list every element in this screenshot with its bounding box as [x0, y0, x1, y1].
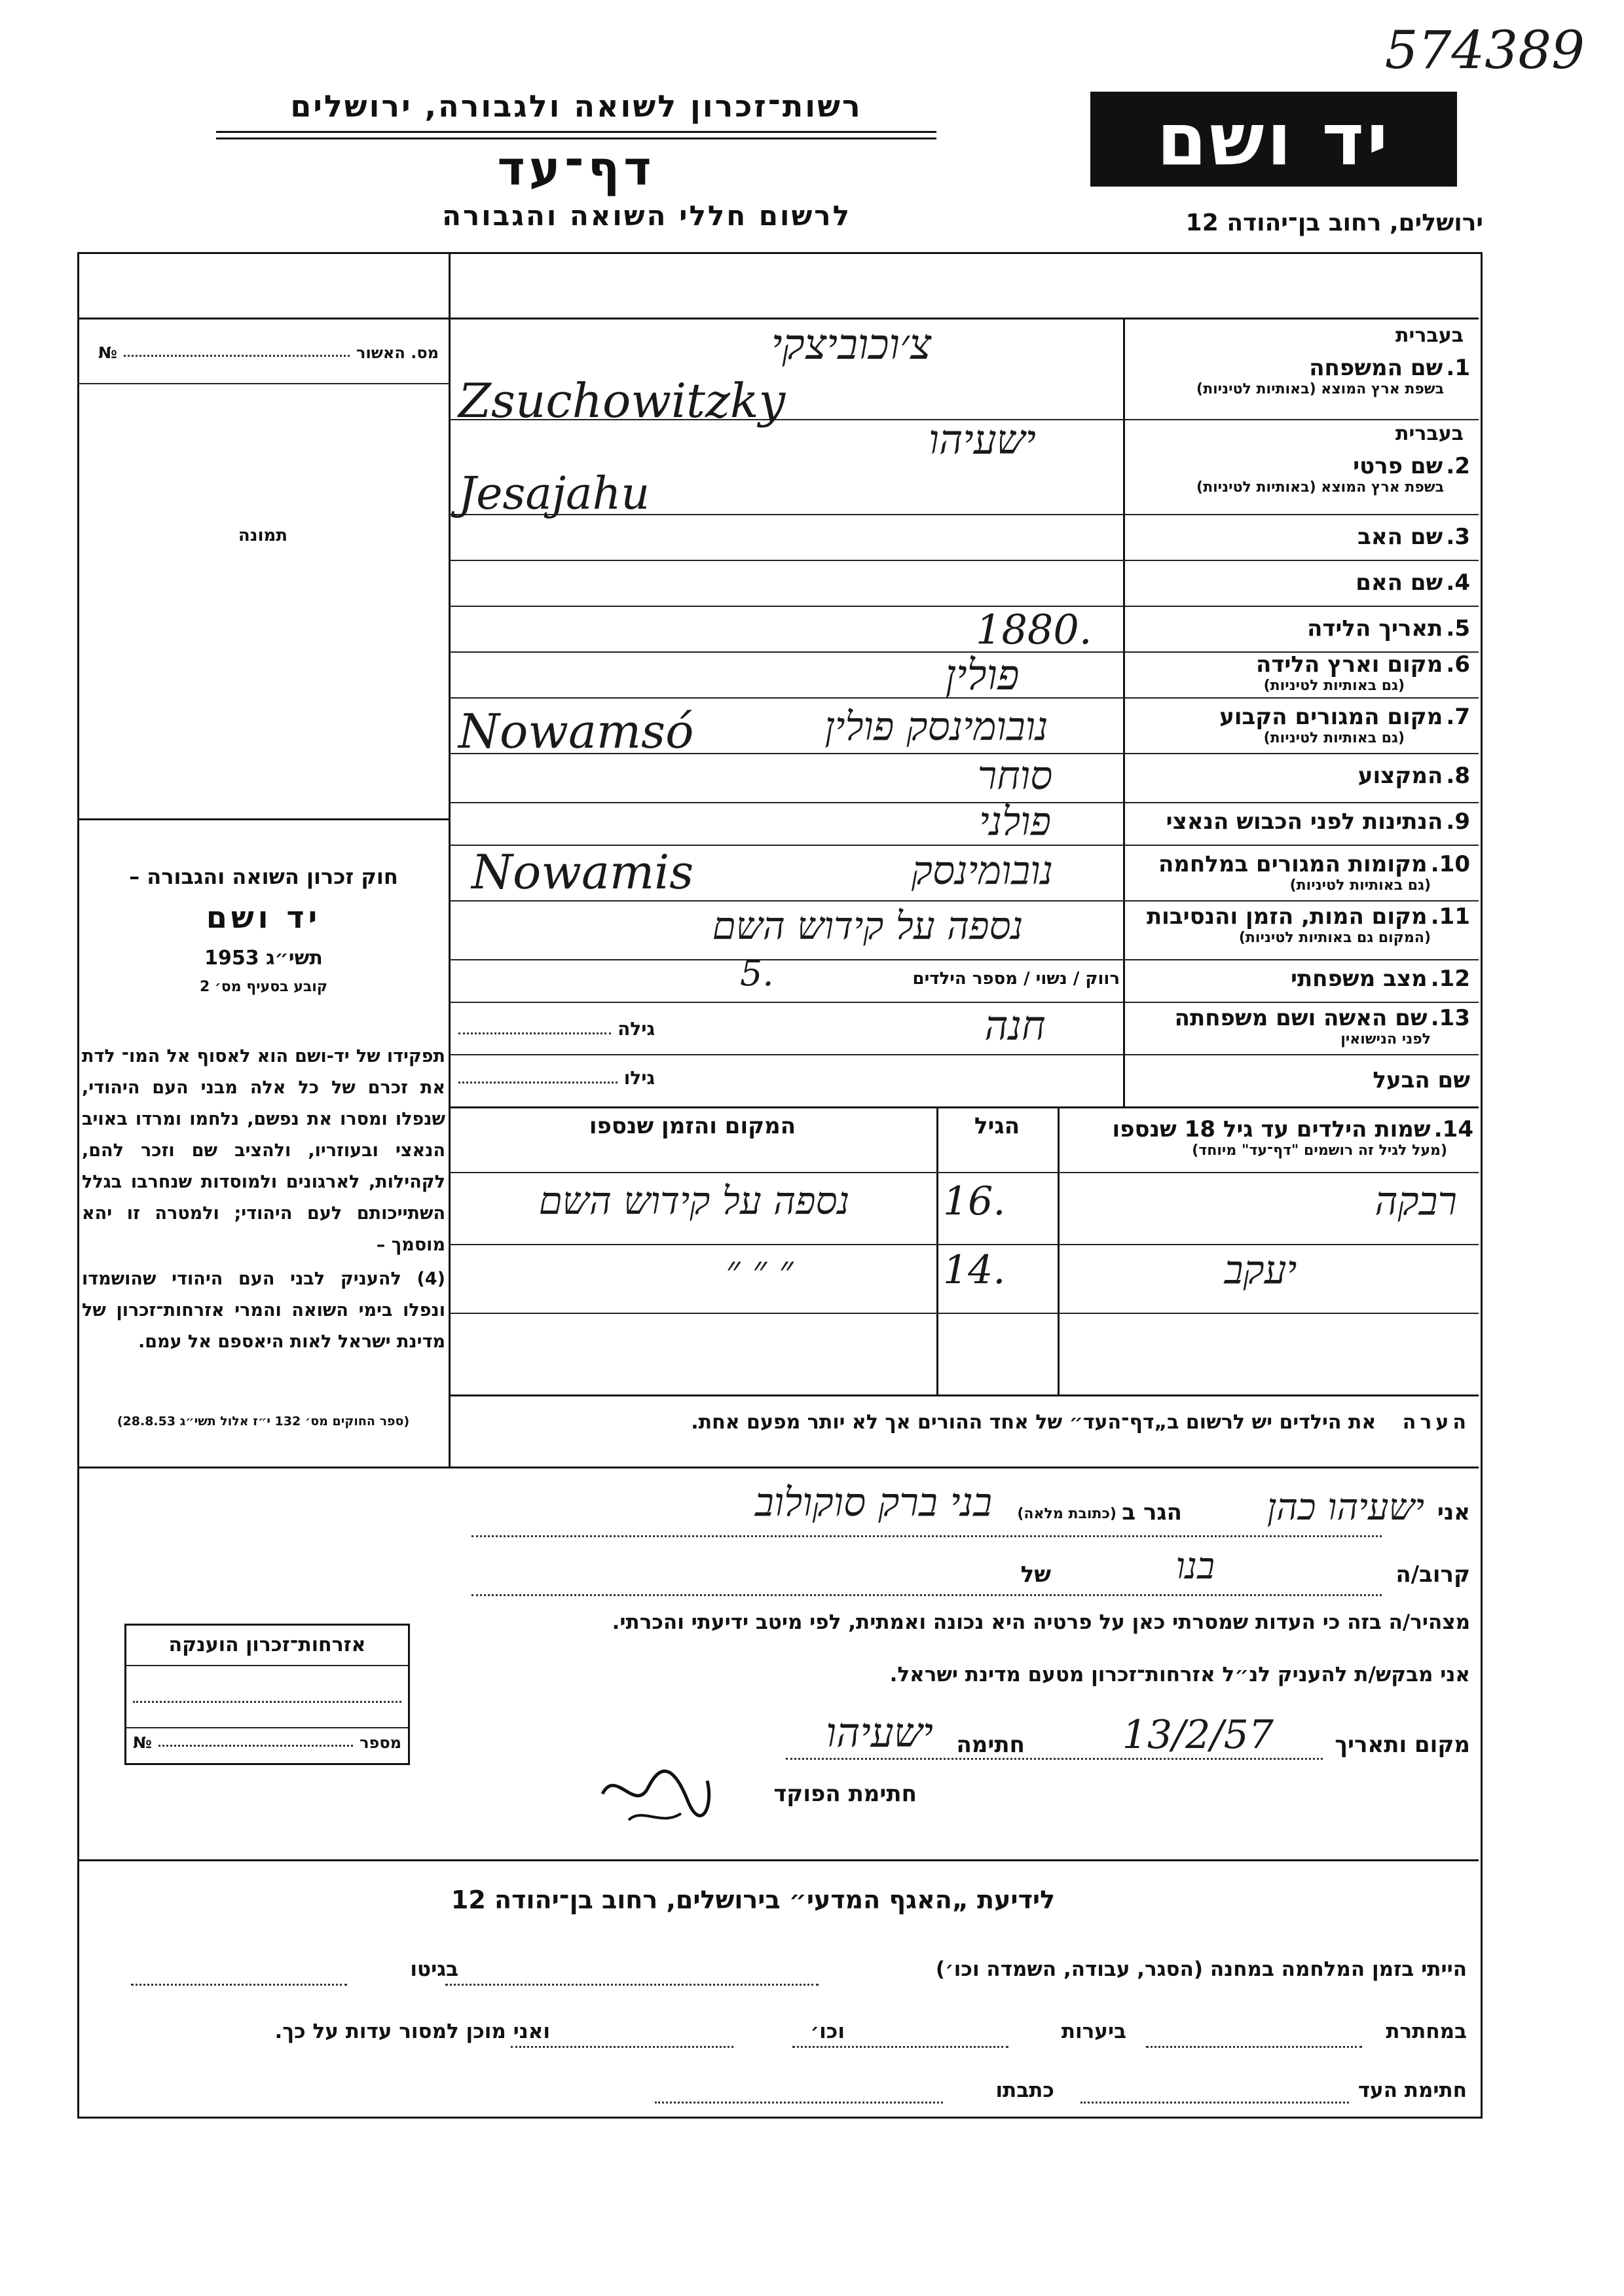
form-subtitle: לרשום חללי השואה והגבורה — [442, 200, 851, 232]
field-note: לפני הנישואין — [1340, 1031, 1431, 1048]
approval-no-symbol: № — [98, 344, 117, 362]
number-no-symbol: № — [133, 1734, 152, 1752]
family-name-latin[interactable]: Zsuchowitzky — [458, 373, 786, 428]
child-place[interactable]: ״ ״ ״ — [726, 1247, 794, 1292]
field-number: 8. — [1446, 763, 1470, 789]
header-address: ירושלים, רחוב בן־יהודה 12 — [1185, 210, 1483, 236]
ready-label: ואני מוכן למסור עדות על כך. — [274, 2020, 550, 2043]
profession-value[interactable]: סוחר — [977, 753, 1053, 799]
witness-signature-label: חתימת העד — [1357, 2079, 1467, 2102]
children-note: (מעל לגיל זה רושמים "דף־עד" מיוחד) — [1192, 1142, 1447, 1159]
child-age[interactable]: 14. — [943, 1247, 1006, 1293]
law-text: תפקידו של יד-ושם הוא לאסוף אל המו־ לדת את זכרם של כל אלה מבני העם היהודי, שנפלו ומסרו את נפשם, נלחמו ומרדו באויב הנאצי ובעוזריו, ולהציב שם וזכר להם, לקהילות, לארגונים ולמוסדות שנחרבו בגלל השתייכותם לעם היהודי; ולמטרה זו יהא מוסמך – — [82, 1046, 445, 1255]
field-label: שם פרטי — [1353, 453, 1443, 479]
field-number: 1. — [1446, 355, 1470, 381]
field-number: 5. — [1446, 615, 1470, 642]
field-residence — [1130, 704, 1470, 746]
approval-label: מס. האשור — [356, 344, 439, 362]
children-label: שמות הילדים עד גיל 18 שנספו — [1112, 1116, 1431, 1142]
citizenship-box-title: אזרחות־זכרון הוענקה — [168, 1633, 366, 1656]
record-number: 574389 — [1384, 20, 1585, 81]
field-father-name — [1130, 524, 1470, 550]
field-note: (גם באותיות לטיניות) — [1263, 678, 1405, 694]
field-label: מקום המגורים הקבוע — [1219, 704, 1443, 730]
field-label: מצב משפחתי — [1290, 966, 1428, 992]
field-number: 13. — [1430, 1005, 1470, 1031]
field-mother-name — [1130, 570, 1470, 596]
photo-placeholder — [77, 385, 449, 817]
citizenship-granted-box — [124, 1624, 410, 1765]
hebrew-tag: בעברית — [1395, 324, 1464, 347]
etc-label: וכו׳ — [810, 2020, 845, 2043]
remark — [458, 1411, 1470, 1434]
field-citizenship — [1130, 809, 1470, 835]
birth-date-value[interactable]: 1880. — [976, 606, 1092, 653]
field-label: מקום המות, הזמן והנסיבות — [1146, 903, 1428, 930]
law-name: יד ושם — [206, 900, 322, 935]
law-clause: קובע בסעיף מס׳ 2 — [199, 979, 328, 995]
yad-vashem-logo — [1090, 92, 1457, 187]
ghetto-label: בגיטו — [410, 1958, 458, 1981]
field-number: 7. — [1446, 704, 1470, 730]
field-label: שם האשה ושם משפחתה — [1174, 1005, 1428, 1031]
field-label: תאריך הלידה — [1307, 615, 1443, 642]
field-label: המקצוע — [1357, 763, 1443, 789]
death-place-value[interactable]: נספה על קידוש השם — [712, 903, 1024, 948]
official-signature-label: חתימת הפוקד — [773, 1781, 917, 1807]
children-col-age: הגיל — [974, 1113, 1020, 1139]
law-text-clause-4: (4) להעניק לבני העם היהודי שהושמדו ונפלו בימי השואה והמרי אזרחות־זכרון של מדינת ישראל לאות היאספם אל עמם. — [82, 1269, 445, 1352]
field-label: שם האם — [1356, 570, 1443, 596]
remark-label: הערה — [1402, 1411, 1470, 1434]
field-label: שם הבעל — [1373, 1067, 1470, 1093]
field-number: 10. — [1430, 851, 1470, 877]
field-number: 4. — [1446, 570, 1470, 596]
field-note: בשפת ארץ המוצא (באותיות לטיניות) — [1196, 479, 1444, 496]
field-number: 2. — [1446, 453, 1470, 479]
declaration-text: מצהיר/ה בזה כי העדות שמסרתי כאן על פרטיה היא נכונה ואמתית, לפי מיטב ידיעתי והכרתי. — [612, 1611, 1470, 1634]
field-label: מקומות המגורים במלחמה — [1158, 851, 1428, 877]
declaration-date[interactable]: 13/2/57 — [1122, 1712, 1274, 1758]
authority-name: רשות־זכרון לשואה ולגבורה, ירושלים — [290, 88, 862, 124]
residing-label: הגר ב — [1122, 1499, 1182, 1525]
child-name[interactable]: יעקב — [1224, 1247, 1297, 1293]
law-source: (ספר החוקים מס׳ 132 י״ז אלול תשי״ג 28.8.53) — [117, 1414, 410, 1429]
field-note: בשפת ארץ המוצא (באותיות לטיניות) — [1196, 381, 1444, 397]
law-year: תשי״ג 1953 — [204, 947, 323, 970]
of-label: של — [1020, 1561, 1051, 1588]
field-note: (גם באותיות לטיניות) — [1263, 730, 1405, 746]
husband-age-label: גילו — [623, 1067, 655, 1089]
underground-label: במחתרת — [1386, 2020, 1467, 2043]
hebrew-tag: בעברית — [1395, 422, 1464, 445]
marital-status-options: רווק / נשוי / מספר הילדים — [912, 969, 1120, 989]
form-title: דף־עד — [497, 141, 655, 196]
field-birth-place — [1130, 651, 1470, 694]
witness-address-label: כתבתו — [995, 2079, 1054, 2102]
residence-latin[interactable]: Nowamsó — [458, 704, 694, 759]
child-place[interactable]: נספה על קידוש השם — [538, 1178, 850, 1223]
address-note: (כתובת מלאה) — [1017, 1506, 1116, 1522]
field-note: (גם באותיות לטיניות) — [1289, 877, 1431, 894]
field-birth-date — [1130, 615, 1470, 642]
children-header — [1064, 1116, 1473, 1159]
field-number: 12. — [1430, 966, 1470, 992]
field-label: שם המשפחה — [1309, 355, 1443, 381]
birth-place-value[interactable]: פולין — [945, 651, 1020, 700]
declarant-name[interactable]: ישעיהו כהן — [1266, 1486, 1424, 1529]
first-name-hebrew[interactable]: ישעיהו — [929, 416, 1036, 464]
field-note: (המקום גם באותיות לטיניות) — [1238, 930, 1431, 946]
field-label: שם האב — [1357, 524, 1443, 550]
first-name-latin[interactable]: Jesajahu — [458, 468, 650, 520]
family-name-hebrew[interactable]: צ׳וכוביצקי — [771, 321, 932, 369]
field-wartime-residence — [1130, 851, 1470, 894]
field-label: הנתינות לפני הכבוש הנאצי — [1166, 809, 1443, 835]
children-col-place: המקום והזמן שנספו — [589, 1113, 796, 1139]
field-number: 11. — [1430, 903, 1470, 930]
wife-age — [458, 1018, 655, 1040]
child-name[interactable]: רבקה — [1375, 1178, 1457, 1224]
approval-number — [98, 344, 439, 362]
footer-title: לידיעת „האגף המדעי״ בירושלים, רחוב בן־יהודה 12 — [451, 1886, 1056, 1914]
forests-label: ביערות — [1061, 2020, 1126, 2043]
i-am-label: אני — [1437, 1499, 1470, 1525]
number-label: מספר — [360, 1734, 401, 1752]
declarant-signature[interactable]: ישעיהו — [826, 1709, 933, 1757]
remark-text: את הילדים יש לרשום ב„דף־העד״ של אחד ההורים אך לא יותר מפעם אחת. — [691, 1411, 1376, 1434]
declarant-line-1 — [458, 1480, 1470, 1539]
official-signature-scribble — [589, 1755, 720, 1833]
logo-text: יד ושם — [1156, 97, 1391, 181]
relation-value[interactable]: בנו — [1175, 1545, 1215, 1588]
wartime-residence-value[interactable]: נובומינסק — [911, 848, 1054, 894]
children-count-value[interactable]: 5. — [740, 953, 774, 994]
field-marital-status — [1130, 966, 1470, 992]
camp-label: הייתי בזמן המלחמה במחנה (הסגר, עבודה, השמדה וכו׳) — [935, 1958, 1467, 1981]
declarant-line-2 — [458, 1545, 1470, 1597]
field-husband-name — [1130, 1067, 1470, 1093]
citizenship-number — [133, 1734, 401, 1752]
relative-label: קרוב/ה — [1395, 1561, 1470, 1588]
field-number: 6. — [1446, 651, 1470, 678]
child-age[interactable]: 16. — [943, 1178, 1006, 1224]
residence-value[interactable]: נובומינסק פולין — [824, 704, 1048, 750]
field-wife-name — [1130, 1005, 1470, 1048]
field-number: 14. — [1433, 1116, 1473, 1142]
husband-age — [458, 1067, 655, 1089]
citizenship-request: אני מבקש/ת להעניק לנ״ל אזרחות־זכרון מטעם מדינת ישראל. — [889, 1663, 1470, 1686]
field-number: 9. — [1446, 809, 1470, 835]
field-family-name — [1130, 324, 1470, 397]
field-death-place — [1130, 903, 1470, 946]
photo-label: תמונה — [238, 526, 288, 545]
law-block — [82, 864, 445, 995]
field-number: 3. — [1446, 524, 1470, 550]
field-label: מקום וארץ הלידה — [1255, 651, 1443, 678]
footer-witness-line — [92, 2072, 1467, 2111]
wife-age-label: גילה — [618, 1018, 655, 1040]
law-title: חוק זכרון השואה והגבורה – — [129, 864, 398, 889]
field-profession — [1130, 763, 1470, 789]
wartime-residence-latin[interactable]: Nowamis — [471, 845, 694, 900]
field-first-name — [1130, 422, 1470, 496]
citizenship-value[interactable]: פולני — [978, 799, 1052, 845]
declarant-address[interactable]: בני ברק סוקולוב — [754, 1480, 992, 1525]
wife-name-value[interactable]: חנה — [984, 1002, 1046, 1049]
place-date-label: מקום ותאריך — [1335, 1732, 1470, 1758]
signature-label: חתימה — [956, 1732, 1025, 1758]
